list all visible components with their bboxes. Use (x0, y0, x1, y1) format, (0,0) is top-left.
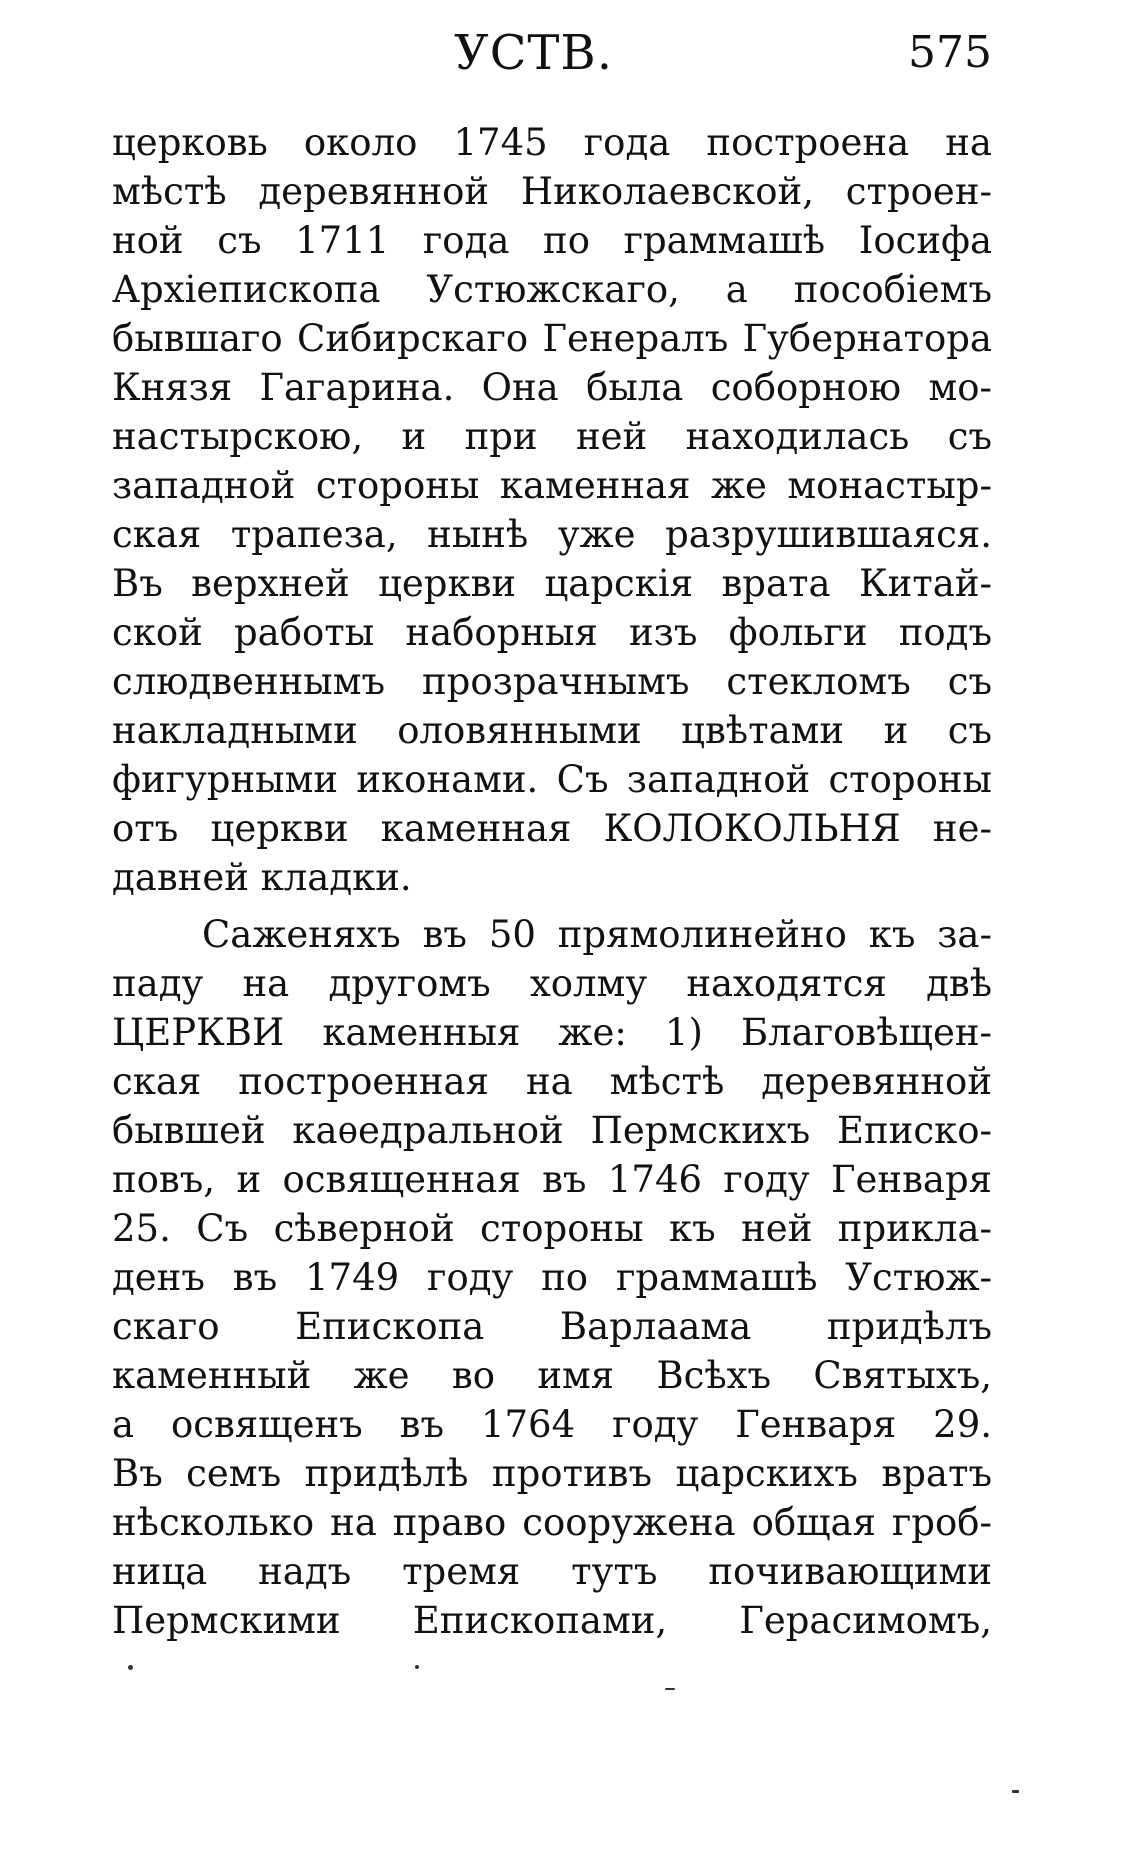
text-line: ной съ 1711 года по граммашѣ Іосифа (112, 219, 992, 262)
text-line: Саженяхъ въ 50 прямолинейно къ за- (202, 913, 992, 956)
text-line: отъ церкви каменная КОЛОКОЛЬНЯ не- (112, 807, 992, 850)
text-line: церковь около 1745 года построена на (112, 121, 992, 164)
text-line: а освященъ въ 1764 году Генваря 29. (112, 1403, 992, 1446)
text-line: накладными оловянными цвѣтами и съ (112, 709, 992, 752)
text-line: Пермскими Епископами, Герасимомъ, (112, 1599, 992, 1642)
scan-speck (1012, 1790, 1019, 1793)
text-line: повъ, и освященная въ 1746 году Генваря (112, 1158, 992, 1201)
paragraph-1 (112, 118, 992, 902)
text-line: мѣстѣ деревянной Николаевской, строен- (112, 170, 992, 213)
text-line: денъ въ 1749 году по граммашѣ Устюж- (112, 1256, 992, 1299)
running-head: УСТВ. (454, 25, 613, 81)
text-line: фигурными иконами. Съ западной стороны (112, 758, 992, 801)
text-line: каменный же во имя Всѣхъ Святыхъ, (112, 1354, 992, 1397)
text-line: ской работы наборныя изъ фольги подъ (112, 611, 992, 654)
text-line: настырскою, и при ней находилась съ (112, 415, 992, 458)
text-line: ЦЕРКВИ каменныя же: 1) Благовѣщен- (112, 1011, 992, 1054)
scan-speck (415, 1665, 419, 1669)
text-line: бывшаго Сибирскаго Генералъ Губернатора (112, 317, 992, 360)
text-line: слюдвеннымъ прозрачнымъ стекломъ съ (112, 660, 992, 703)
text-line: западной стороны каменная же монастыр- (112, 464, 992, 507)
text-line: скаго Епископа Варлаама придѣлъ (112, 1305, 992, 1348)
text-line: бывшей каѳедральной Пермскихъ Еписко- (112, 1109, 992, 1152)
body-text (112, 118, 992, 1645)
text-line: Въ верхней церкви царскія врата Китай- (112, 562, 992, 605)
text-line: давней кладки. (112, 856, 412, 899)
paragraph-2 (112, 910, 992, 1645)
text-line: ница надъ тремя тутъ почивающими (112, 1550, 992, 1593)
text-line: нѣсколько на право сооружена общая гроб- (112, 1501, 992, 1544)
text-line: паду на другомъ холму находятся двѣ (112, 962, 992, 1005)
text-line: Въ семъ придѣлѣ противъ царскихъ вратъ (112, 1452, 992, 1495)
scan-speck (665, 1688, 675, 1690)
text-line: ская трапеза, нынѣ уже разрушившаяся. (112, 513, 992, 556)
page-header (112, 18, 992, 88)
scan-speck (128, 1665, 133, 1670)
text-line: Князя Гагарина. Она была соборною мо- (112, 366, 992, 409)
text-line: ская построенная на мѣстѣ деревянной (112, 1060, 992, 1103)
text-line: Архіепископа Устюжскаго, а пособіемъ (112, 268, 992, 311)
text-line: 25. Съ сѣверной стороны къ ней прикла- (112, 1207, 992, 1250)
page-number: 575 (908, 27, 992, 78)
